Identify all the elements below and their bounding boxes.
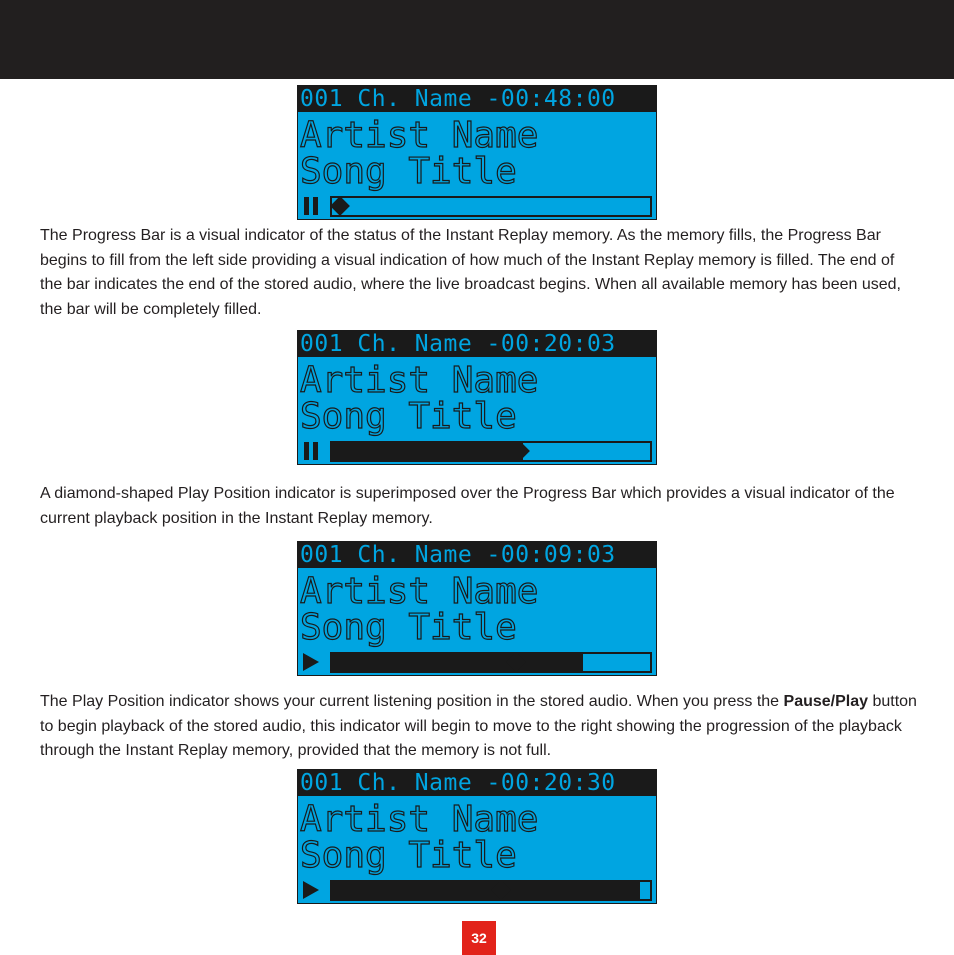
pause-play-label: Pause/Play xyxy=(783,693,869,710)
page-number-badge: 32 xyxy=(462,921,496,955)
lcd-screen-2 xyxy=(297,330,657,465)
play-icon xyxy=(303,653,319,671)
progress-fill xyxy=(332,443,523,460)
lcd-song-title: Song Title xyxy=(300,607,517,648)
lcd-status-line: 001 Ch. Name -00:20:30 xyxy=(298,770,656,796)
lcd-song-title: Song Title xyxy=(300,151,517,192)
play-icon xyxy=(303,881,319,899)
lcd-screen-4 xyxy=(297,769,657,904)
lcd-song-title: Song Title xyxy=(300,835,517,876)
paragraph-progress-bar: The Progress Bar is a visual indicator of the status of the Instant Replay memory. As the memory fills, the Progress Bar begins to fill from the left side providing a visual indication of how much of the Instant Replay memory is filled. The end of the bar indicates the end of the stored audio, where the live broadcast begins. When all available memory has been used, the bar will be completely filled. xyxy=(40,227,901,318)
pause-icon xyxy=(303,442,319,460)
pause-icon xyxy=(303,197,319,215)
progress-fill xyxy=(332,882,640,899)
lcd-status-line: 001 Ch. Name -00:48:00 xyxy=(298,86,656,112)
progress-bar xyxy=(330,652,652,673)
lcd-artist-name: Artist Name xyxy=(300,799,539,840)
paragraph-text: The Play Position indicator shows your current listening position in the stored audio. When you press the xyxy=(40,693,784,710)
progress-bar xyxy=(330,880,652,901)
paragraph-play-position: A diamond-shaped Play Position indicator is superimposed over the Progress Bar which provides a visual indicator of the current playback position in the Instant Replay memory. xyxy=(40,485,895,527)
lcd-status-line: 001 Ch. Name -00:09:03 xyxy=(298,542,656,568)
lcd-artist-name: Artist Name xyxy=(300,360,539,401)
lcd-artist-name: Artist Name xyxy=(300,115,539,156)
lcd-status-line: 001 Ch. Name -00:20:03 xyxy=(298,331,656,357)
progress-bar xyxy=(330,441,652,462)
lcd-screen-3 xyxy=(297,541,657,676)
lcd-screen-1 xyxy=(297,85,657,220)
paragraph-text: button to begin playback of the stored audio, this indicator will begin to move to the right showing the progression of the playback through the Instant Replay memory, provided that the memory is not full. xyxy=(40,693,917,760)
play-position-diamond xyxy=(330,196,350,216)
header-band xyxy=(0,0,954,79)
progress-bar xyxy=(330,196,652,217)
paragraph-pause-play xyxy=(40,690,920,764)
progress-fill xyxy=(332,654,583,671)
lcd-song-title: Song Title xyxy=(300,396,517,437)
lcd-artist-name: Artist Name xyxy=(300,571,539,612)
